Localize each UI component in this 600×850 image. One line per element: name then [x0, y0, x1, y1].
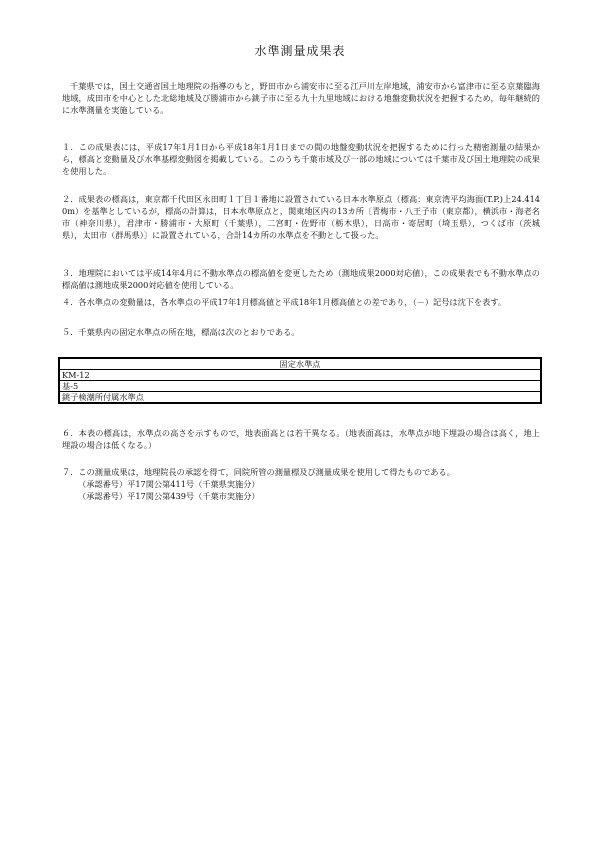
- table-row: [59, 370, 541, 381]
- table-cell-benchmark: KM-12: [59, 370, 541, 381]
- approval-number-line: （承認番号）平17関公第411号（千葉県実施分）: [78, 479, 260, 489]
- table-cell-benchmark: 銚子検潮所付属水準点: [59, 392, 541, 404]
- intro-paragraph: 千葉県では，国土交通省国土地理院の指導のもと，野田市から浦安市に至る江戸川左岸地域，浦安市から富津市に至る京葉臨海地域，成田市を中心とした北総地域及び勝浦市から銚子市に至る九十九里地域における地盤変動状況を把握するため，毎年継続的に水準測量を実施している。: [62, 81, 540, 115]
- table-row: [59, 381, 541, 392]
- table-header-row: [59, 358, 541, 370]
- approval-number-line: （承認番号）平17関公第439号（千葉市実施分）: [78, 491, 260, 501]
- fixed-benchmark-table: [58, 357, 542, 404]
- note-item-5: ５．千葉県内の固定水準点の所在地，標高は次のとおりである。: [62, 327, 300, 337]
- table-cell-benchmark: 基-5: [59, 381, 541, 392]
- note-item-4: ４．各水準点の変動量は，各水準点の平成17年1月標高値と平成18年1月標高値との差であり，（－）記号は沈下を表す。: [62, 297, 507, 307]
- table-row: [59, 392, 541, 404]
- table-header-cell: 固定水準点: [59, 358, 541, 370]
- note-item-7-text: ７．この測量成果は，地理院長の承認を得て，同院所管の測量標及び測量成果を使用して得たものである。: [62, 467, 455, 477]
- note-item-7: [62, 466, 540, 502]
- note-item-2: ２．成果表の標高は，東京都千代田区永田町１丁目１番地に設置されている日本水準原点（標高：東京湾平均海面(T.P.)上24.4140m）を基準としているが，標高の計算は，日本水準原点と，関東地区内の13カ所〔青梅市・八王子市（東京都），横浜市・海老名市（神奈川県），君津市・勝浦市・大原町（千葉県），二宮町・佐野市（栃木県），日高市・寄居町（埼玉県），つくば市（茨城県），太田市（群馬県）〕に設置されている，合計14カ所の水準点を不動として扱った。: [62, 194, 540, 240]
- document-title: 水準測量成果表: [254, 44, 346, 58]
- note-item-1: １．この成果表には，平成17年1月1日から平成18年1月1日までの間の地盤変動状況を把握するために行った精密測量の結果から，標高と変動量及び水準基標変動図を掲載している。このうち千葉市域及び一部の地域については千葉市及び国土地理院の成果を使用した。: [62, 142, 540, 176]
- note-item-3: ３．地理院においては平成14年4月に不動水準点の標高値を変更したため（測地成果2000対応値），この成果表でも不動水準点の標高値は測地成果2000対応値を使用している。: [62, 268, 540, 290]
- note-item-6: ６．本表の標高は，水準点の高さを示すもので，地表面高とは若干異なる。（地表面高は，水準点が地下埋設の場合は高く，地上埋設の場合は低くなる。）: [62, 428, 540, 450]
